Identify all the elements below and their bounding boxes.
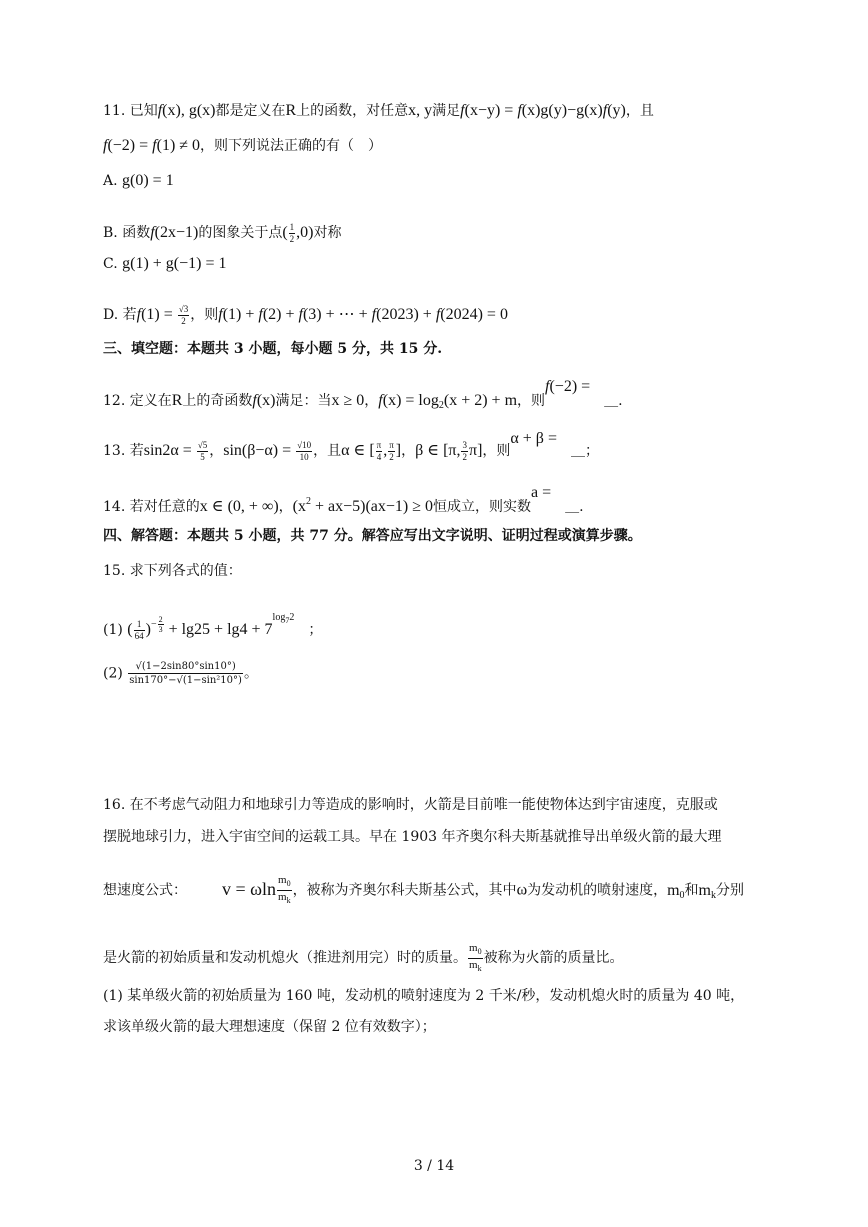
q14: 14. 若对任意的x ∈ (0, + ∞)，$(x^2 + ax-5)(ax-1) \ge 0$恒成立，则实数a = ＿. [103,484,584,515]
q16-line4: 是火箭的初始质量和发动机熄火（推进剂用完）时的质量。 $\frac{m_0}{m_k}$ 被称为火箭的质量比。 [103,942,624,973]
q11-option-a: A. g(0) = 1 [103,172,174,189]
q16-part1-line2: 求该单级火箭的最大理想速度（保留 2 位有效数字）； [103,1019,436,1035]
q13: 13. 若sin2α = $\frac{√5}{5}$ ，sin(β−α) = $\frac{√10}{10}$ ，且α ∈ [ $\frac{\pi}{4}$ , $\frac{\pi}{2}$ ]，β ∈ [π, $\frac{3}{2}$ π]，则α + β = ＿； [103,430,599,462]
q11-line2: f(−2) = f(1) ≠ 0，则下列说法正确的有（ ） [103,137,383,154]
q11-option-c: C. g(1) + g(−1) = 1 [103,255,227,272]
q11-option-d: D. 若f(1) = $\frac{√3}{2}$ ，则f(1) + f(2) + f(3) + ⋯ + f(2023) + f(2024) = 0 [103,304,508,326]
q15-stem: 15. 求下列各式的值： [103,563,242,579]
q16-part1-line1: (1) 某单级火箭的初始质量为 160 吨，发动机的喷射速度为 2 千米/秒，发动机熄火时的质量为 40 吨， [103,988,745,1004]
q16-line2: 摆脱地球引力，进入宇宙空间的运载工具。早在 1903 年齐奥尔科夫斯基就推导出单级火箭的最大理 [103,829,722,845]
q16-line3: 想速度公式： v = ωln $\frac{m_0}{m_k}$ ，被称为齐奥尔科夫斯基公式，其中ω为发动机的喷射速度，$m_0$和$m_k$分别 [103,874,744,905]
q11-line1: 11. 已知f(x), g(x)都是定义在R上的函数，对任意x, y满足f(x−y) = f(x)g(y)−g(x)f(y)，且 [103,102,654,119]
q16-line1: 16. 在不考虑气动阻力和地球引力等造成的影响时，火箭是目前唯一能使物体达到宇宙速度，克服或 [103,797,718,813]
page-number: 3 / 14 [413,1158,455,1174]
q15-part2: (2) $\frac{√(1-2\sin 80^\circ\sin 10^\circ)}{\text{sin170°−√(1−sin²10°)}}$ 。 [103,661,258,686]
section-solution-heading: 四、解答题：本题共 5 小题，共 77 分。解答应写出文字说明、证明过程或演算步骤。 [103,528,642,544]
section-fill-in-heading: 三、填空题：本题共 3 小题，每小题 5 分，共 15 分. [103,341,443,357]
q12: 12. 定义在R上的奇函数f(x)满足：当x ≥ 0，$f(x) = \log_2(x + 2) + m$，则f(−2) = ＿. [103,378,623,411]
q15-part1: (1) ( $\frac{1}{64}$ )$^{- \frac{2}{3}}$ + $\lg 25 + \lg 4 + 7^{log_72}$ ； [103,612,323,641]
q11-option-b: B. 函数f(2x−1)的图象关于点( $\frac{1}{2}$ ,0)对称 [103,222,342,244]
